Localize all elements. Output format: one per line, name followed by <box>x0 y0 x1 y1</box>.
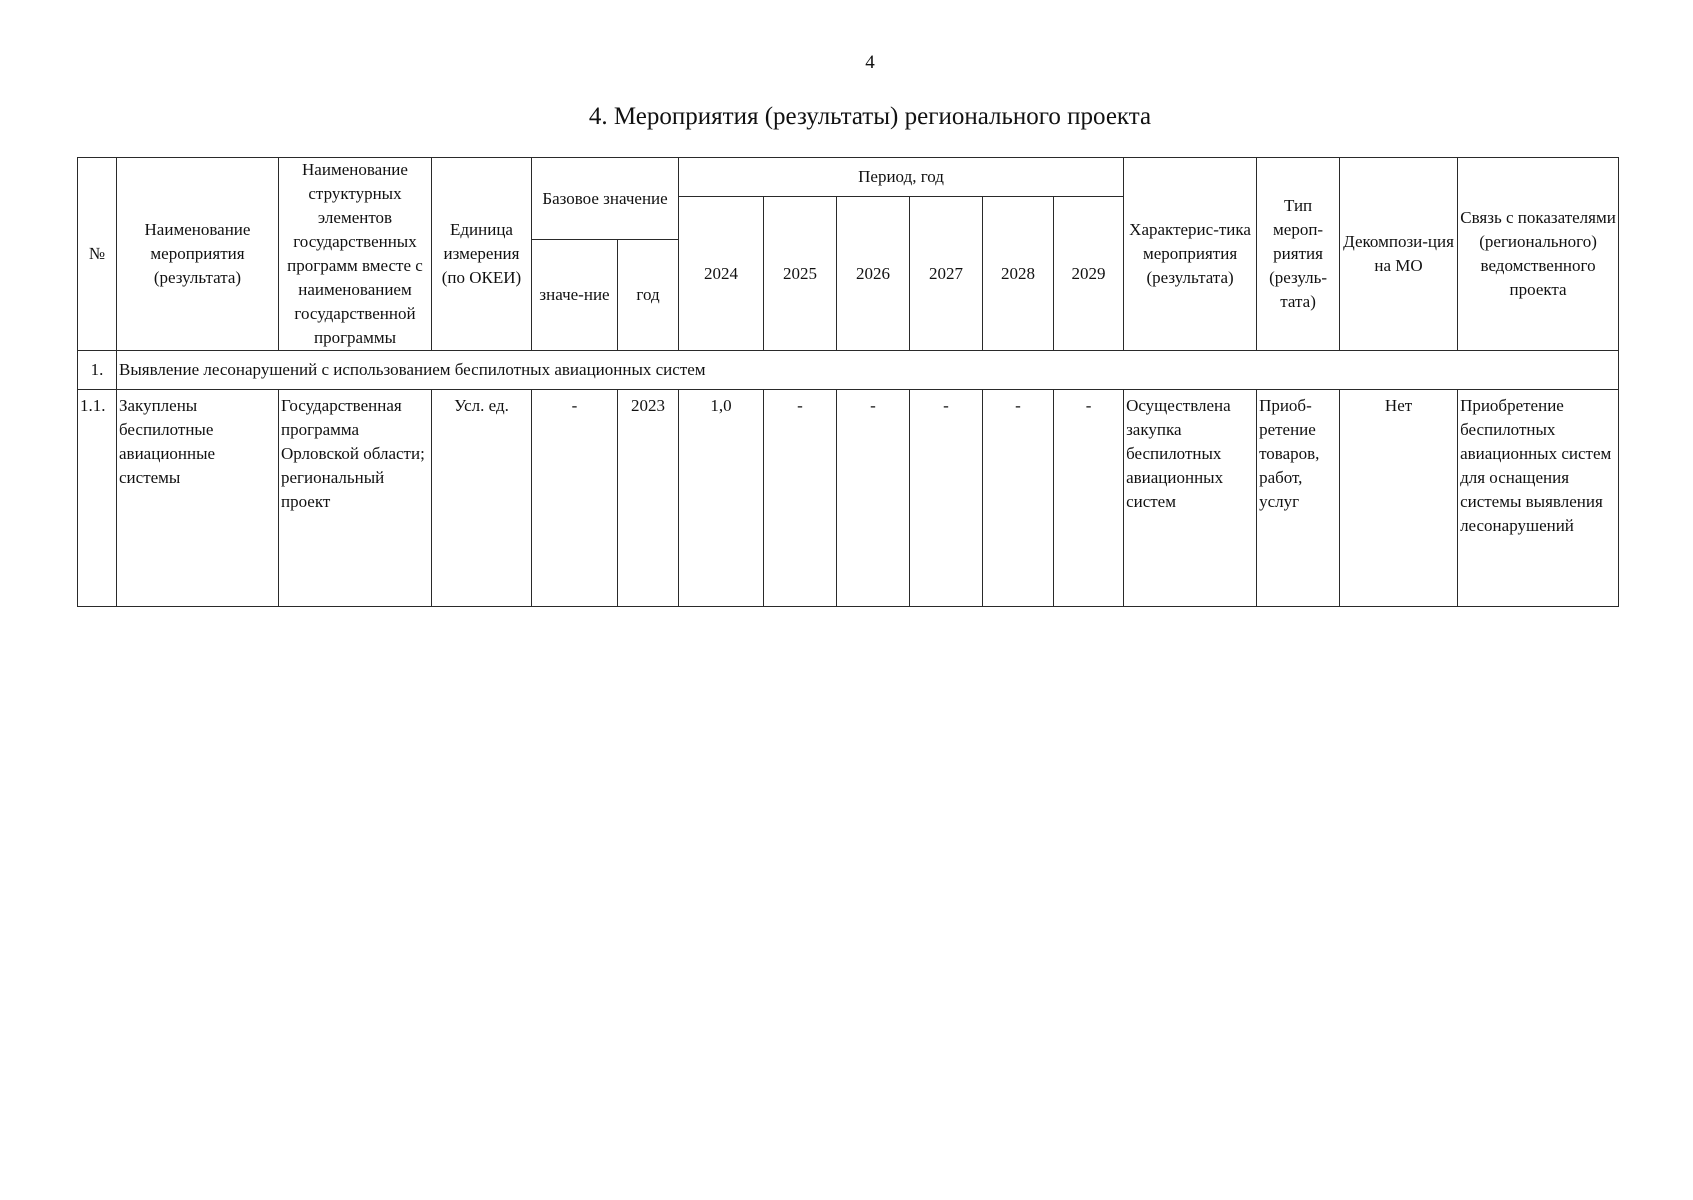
section-name: Выявление лесонарушений с использованием беспилотных авиационных систем <box>117 351 1619 390</box>
row-event-type: Приоб-ретение товаров, работ, услуг <box>1257 390 1340 607</box>
section-title: 4. Мероприятия (результаты) регионального проекта <box>588 103 1152 130</box>
header-base-value: Базовое значение <box>532 158 679 240</box>
row-year-2025: - <box>764 390 837 607</box>
header-decomposition: Декомпози-ция на МО <box>1340 158 1458 351</box>
row-base-year: 2023 <box>618 390 679 607</box>
header-base-value-year: год <box>618 240 679 351</box>
table-row <box>78 390 1619 607</box>
row-structural-elements: Государственная программа Орловской области; региональный проект <box>279 390 432 607</box>
header-period: Период, год <box>679 158 1124 197</box>
section-row <box>78 351 1619 390</box>
header-link: Связь с показателями (регионального) ведомственного проекта <box>1458 158 1619 351</box>
header-event-name: Наименование мероприятия (результата) <box>117 158 279 351</box>
row-unit: Усл. ед. <box>432 390 532 607</box>
row-number: 1.1. <box>78 390 117 607</box>
header-row-top <box>78 158 1619 197</box>
header-year-2029: 2029 <box>1054 197 1124 351</box>
header-base-value-value: значе-ние <box>532 240 618 351</box>
row-year-2027: - <box>910 390 983 607</box>
header-year-2025: 2025 <box>764 197 837 351</box>
row-decomposition: Нет <box>1340 390 1458 607</box>
row-link: Приобретение беспилотных авиационных систем для оснащения системы выявления лесонарушений <box>1458 390 1619 607</box>
header-year-2027: 2027 <box>910 197 983 351</box>
section-number: 1. <box>78 351 117 390</box>
row-year-2026: - <box>837 390 910 607</box>
page-number: 4 <box>865 52 875 73</box>
row-characteristic: Осуществлена закупка беспилотных авиационных систем <box>1124 390 1257 607</box>
row-event-name: Закуплены беспилотные авиационные системы <box>117 390 279 607</box>
header-year-2028: 2028 <box>983 197 1054 351</box>
header-unit: Единица измерения (по ОКЕИ) <box>432 158 532 351</box>
header-event-type: Тип мероп-риятия (резуль-тата) <box>1257 158 1340 351</box>
header-structural-elements: Наименование структурных элементов государственных программ вместе с наименованием государственной программы <box>279 158 432 351</box>
row-year-2029: - <box>1054 390 1124 607</box>
header-year-2024: 2024 <box>679 197 764 351</box>
row-base-value: - <box>532 390 618 607</box>
header-characteristic: Характерис-тика мероприятия (результата) <box>1124 158 1257 351</box>
events-table <box>77 157 1619 607</box>
row-year-2028: - <box>983 390 1054 607</box>
header-number: № <box>78 158 117 351</box>
header-year-2026: 2026 <box>837 197 910 351</box>
row-year-2024: 1,0 <box>679 390 764 607</box>
